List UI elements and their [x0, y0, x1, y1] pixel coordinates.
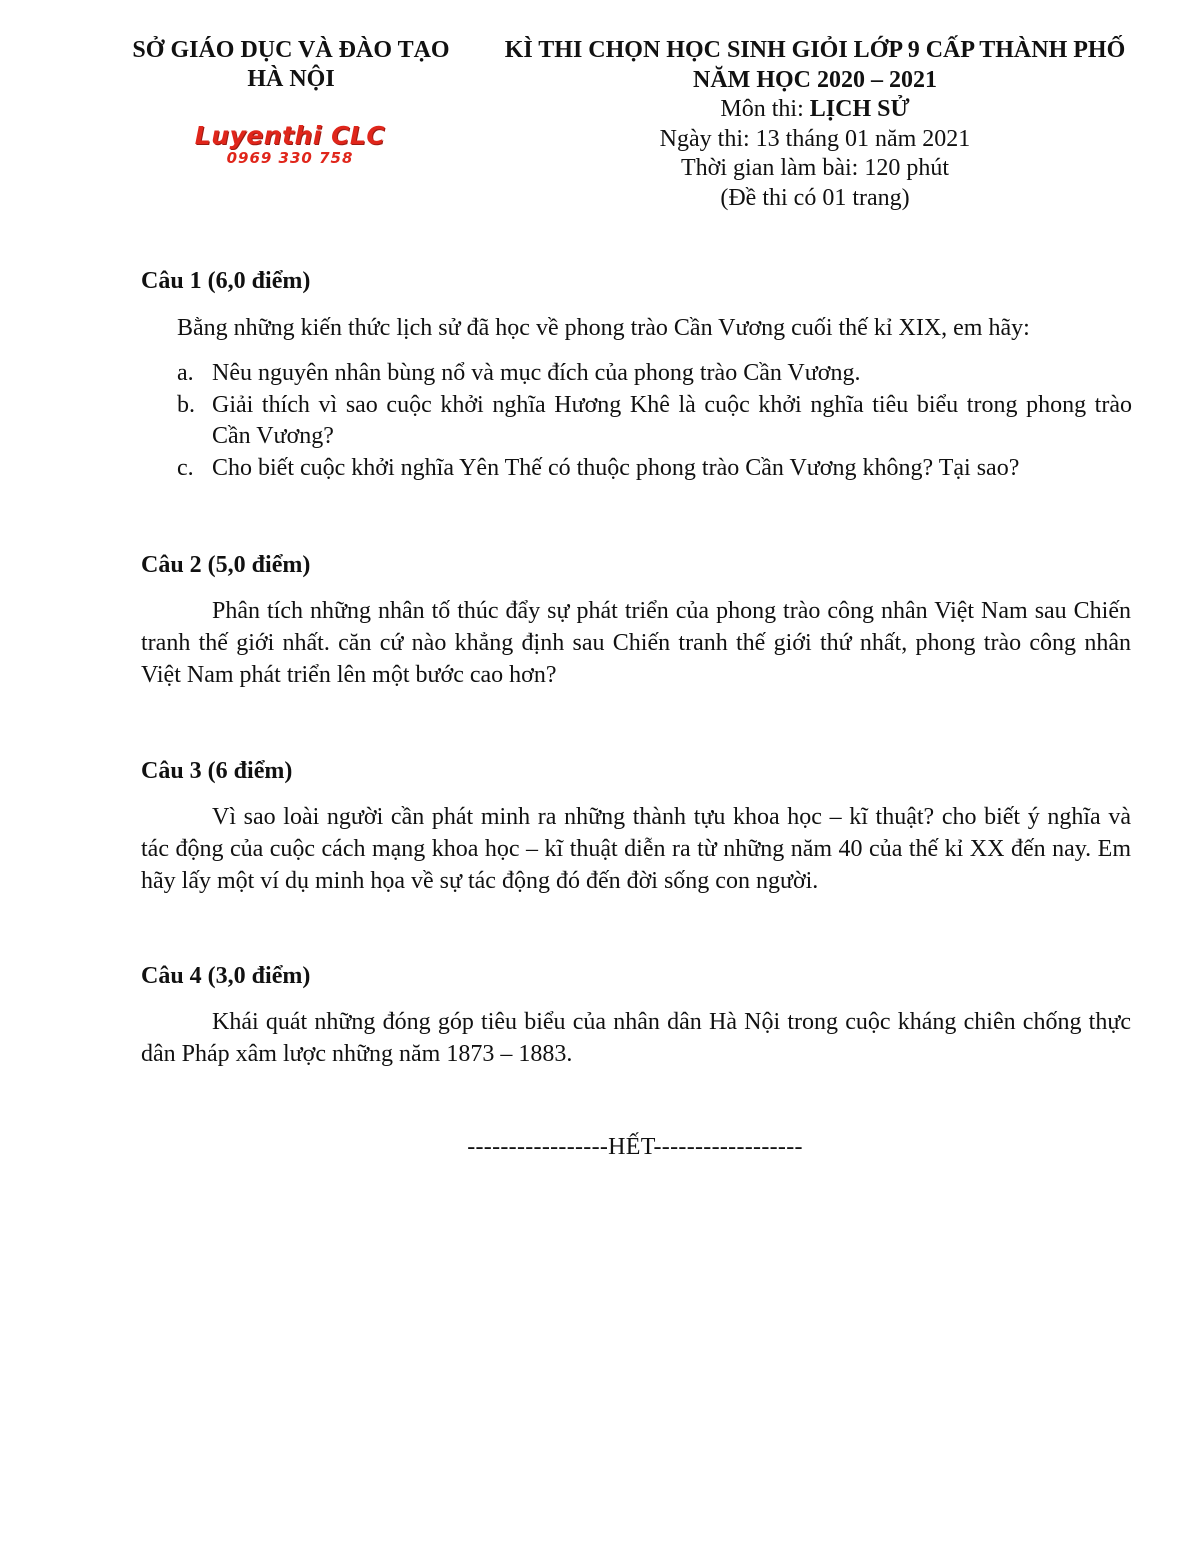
school-year: NĂM HỌC 2020 – 2021: [693, 66, 937, 93]
list-item: [177, 390, 1132, 453]
question-1-intro: Bằng những kiến thức lịch sử đã học về phong trào Cần Vương cuối thế kỉ XIX, em hãy:: [177, 315, 1030, 341]
subject-label: Môn thi:: [720, 96, 810, 122]
question-2-body: Phân tích những nhân tố thúc đẩy sự phát triển của phong trào công nhân Việt Nam sau Chiến tranh thế giới nhất. căn cứ nào khẳng định sau Chiến tranh thế giới thứ nhất, phong trào công nhân Việt Nam phát triển lên một bước cao hơn?: [141, 598, 1131, 688]
issuing-organization: [110, 36, 472, 94]
subject-line: [470, 95, 1160, 125]
pages-note: (Đề thi có 01 trang): [720, 184, 910, 211]
list-item: [177, 453, 1132, 485]
brand-phone: 0969 330 758: [226, 149, 354, 167]
question-1-title: Câu 1 (6,0 điểm): [141, 268, 311, 294]
item-text: Giải thích vì sao cuộc khởi nghĩa Hương Khê là cuộc khởi nghĩa tiêu biểu trong phong trào Cần Vương?: [212, 391, 1132, 449]
item-marker: b.: [177, 391, 195, 418]
question-4-body-wrap: [141, 1006, 1131, 1070]
question-4-title: Câu 4 (3,0 điểm): [141, 963, 311, 989]
exam-info: [470, 36, 1160, 213]
org-line-1: SỞ GIÁO DỤC VÀ ĐÀO TẠO: [132, 37, 450, 63]
item-marker: c.: [177, 454, 194, 481]
subject-name: LỊCH SỬ: [809, 96, 910, 122]
question-3-body: Vì sao loài người cần phát minh ra những thành tựu khoa học – kĩ thuật? cho biết ý nghĩa và tác động của cuộc cách mạng khoa học – kĩ thuật diễn ra từ những năm 40 của thế kỉ XX đến nay. Em hãy lấy một ví dụ minh họa về sự tác động đó đến đời sống con người.: [141, 804, 1131, 894]
question-2-body-wrap: [141, 595, 1131, 691]
question-1-items: [177, 358, 1132, 484]
exam-date: Ngày thi: 13 tháng 01 năm 2021: [659, 125, 971, 152]
brand-logo: [180, 122, 400, 172]
end-mark: -----------------HẾT------------------: [467, 1134, 803, 1160]
question-4-body: Khái quát những đóng góp tiêu biểu của nhân dân Hà Nội trong cuộc kháng chiên chống thực dân Pháp xâm lược những năm 1873 – 1883.: [141, 1009, 1131, 1067]
question-3-title: Câu 3 (6 điểm): [141, 758, 293, 784]
brand-name: Luyenthi CLC: [194, 121, 386, 150]
item-marker: a.: [177, 360, 194, 386]
org-line-2: HÀ NỘI: [247, 66, 335, 92]
question-3-body-wrap: [141, 801, 1131, 897]
exam-title: KÌ THI CHỌN HỌC SINH GIỎI LỚP 9 CẤP THÀNH PHỐ: [504, 37, 1126, 63]
exam-duration: Thời gian làm bài: 120 phút: [681, 155, 949, 181]
list-item: [177, 358, 1132, 390]
item-text: Nêu nguyên nhân bùng nổ và mục đích của phong trào Cần Vương.: [212, 360, 861, 386]
question-2-title: Câu 2 (5,0 điểm): [141, 552, 311, 578]
item-text: Cho biết cuộc khởi nghĩa Yên Thế có thuộc phong trào Cần Vương không? Tại sao?: [212, 454, 1020, 481]
